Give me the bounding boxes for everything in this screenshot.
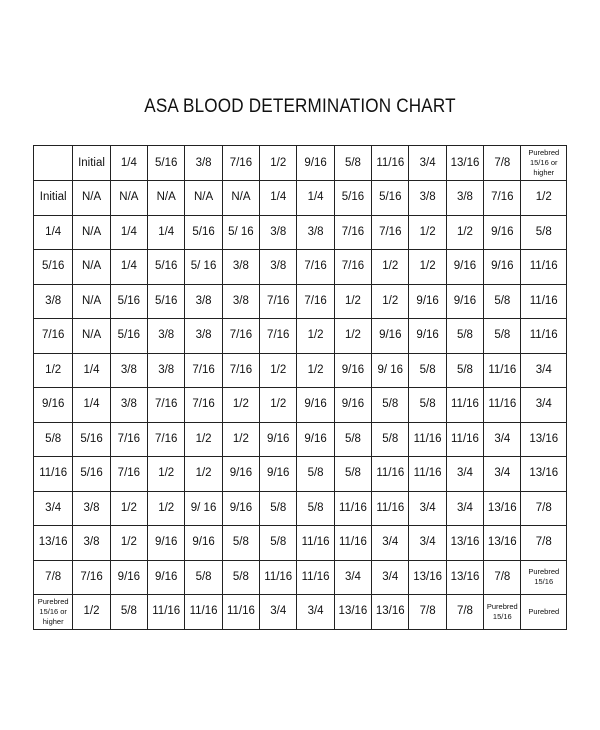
table-cell: 5/8 — [372, 388, 409, 423]
table-cell: 11/16 — [409, 457, 446, 492]
table-cell: 7/16 — [185, 388, 222, 423]
table-cell: Purebred 15/16 — [521, 560, 567, 595]
table-cell: 9/16 — [260, 422, 297, 457]
column-header-cell: 7/8 — [484, 146, 521, 181]
table-cell: 3/8 — [148, 353, 185, 388]
table-cell: 5/8 — [297, 491, 334, 526]
blood-determination-table — [33, 145, 567, 630]
column-header-cell: 1/2 — [260, 146, 297, 181]
table-row — [34, 319, 567, 354]
table-cell: 1/2 — [222, 422, 259, 457]
table-cell: 9/16 — [260, 457, 297, 492]
table-cell: N/A — [73, 250, 110, 285]
row-header-cell: Purebred 15/16 or higher — [34, 595, 73, 630]
table-cell: 5/8 — [222, 560, 259, 595]
table-cell: 7/8 — [521, 526, 567, 561]
table-cell: 13/16 — [372, 595, 409, 630]
table-cell: 3/8 — [110, 388, 147, 423]
column-header-cell: Initial — [73, 146, 110, 181]
table-cell: 9/ 16 — [185, 491, 222, 526]
table-cell: 1/4 — [260, 181, 297, 216]
table-cell: 3/4 — [484, 422, 521, 457]
table-cell: 13/16 — [521, 457, 567, 492]
table-cell: 13/16 — [446, 560, 483, 595]
table-cell: N/A — [73, 181, 110, 216]
table-cell: 11/16 — [222, 595, 259, 630]
table-cell: 5/16 — [73, 457, 110, 492]
table-row — [34, 250, 567, 285]
table-cell: 11/16 — [185, 595, 222, 630]
table-cell: 11/16 — [446, 422, 483, 457]
table-cell: 5/8 — [334, 422, 371, 457]
table-cell: 5/ 16 — [222, 215, 259, 250]
table-cell: 1/2 — [185, 457, 222, 492]
table-cell: 5/16 — [185, 215, 222, 250]
table-cell: 7/16 — [484, 181, 521, 216]
table-cell: 1/2 — [521, 181, 567, 216]
table-row — [34, 526, 567, 561]
table-cell: 7/16 — [372, 215, 409, 250]
table-cell: 1/4 — [110, 250, 147, 285]
table-cell: 3/8 — [446, 181, 483, 216]
table-cell: N/A — [185, 181, 222, 216]
table-cell: Purebred 15/16 — [484, 595, 521, 630]
table-cell: N/A — [73, 215, 110, 250]
table-cell: 7/16 — [297, 284, 334, 319]
table-cell: 11/16 — [409, 422, 446, 457]
table-cell: 1/4 — [110, 215, 147, 250]
table-cell: 5/8 — [446, 353, 483, 388]
table-cell: 5/8 — [446, 319, 483, 354]
table-cell: 3/4 — [334, 560, 371, 595]
table-row — [34, 595, 567, 630]
table-cell: 1/2 — [297, 353, 334, 388]
table-cell: 9/ 16 — [372, 353, 409, 388]
table-cell: 1/2 — [260, 388, 297, 423]
table-cell: N/A — [148, 181, 185, 216]
table-cell: 7/16 — [185, 353, 222, 388]
row-header-cell: 5/8 — [34, 422, 73, 457]
table-cell: 3/4 — [521, 388, 567, 423]
table-cell: 5/16 — [372, 181, 409, 216]
table-cell: 1/2 — [297, 319, 334, 354]
table-cell: 3/4 — [484, 457, 521, 492]
table-cell: 1/4 — [148, 215, 185, 250]
table-cell: 3/8 — [409, 181, 446, 216]
table-cell: 13/16 — [484, 491, 521, 526]
row-header-cell: 11/16 — [34, 457, 73, 492]
table-cell: 5/16 — [110, 284, 147, 319]
table-cell: 5/8 — [260, 491, 297, 526]
table-cell: 7/16 — [110, 422, 147, 457]
table-cell: 9/16 — [484, 250, 521, 285]
table-cell: 7/16 — [73, 560, 110, 595]
table-cell: 5/ 16 — [185, 250, 222, 285]
table-row — [34, 560, 567, 595]
table-cell: 1/2 — [372, 250, 409, 285]
table-row — [34, 215, 567, 250]
table-cell: 11/16 — [484, 353, 521, 388]
table-cell: 3/4 — [260, 595, 297, 630]
chart-title: ASA BLOOD DETERMINATION CHART — [144, 96, 456, 117]
table-cell: 7/16 — [334, 250, 371, 285]
table-cell: 3/4 — [521, 353, 567, 388]
table-cell: 3/8 — [73, 491, 110, 526]
table-cell: 11/16 — [521, 284, 567, 319]
table-cell: 9/16 — [484, 215, 521, 250]
row-header-cell: 1/4 — [34, 215, 73, 250]
row-header-cell: 1/2 — [34, 353, 73, 388]
table-cell: 7/16 — [260, 319, 297, 354]
table-cell: 11/16 — [334, 526, 371, 561]
column-header-cell: 3/4 — [409, 146, 446, 181]
table-cell: 3/8 — [185, 319, 222, 354]
table-cell: 11/16 — [372, 491, 409, 526]
table-cell: 1/4 — [297, 181, 334, 216]
table-cell: 1/2 — [260, 353, 297, 388]
table-row — [34, 491, 567, 526]
table-cell: 9/16 — [334, 353, 371, 388]
table-cell: 5/8 — [110, 595, 147, 630]
table-cell: 5/8 — [484, 319, 521, 354]
table-cell: 1/2 — [148, 491, 185, 526]
table-cell: 9/16 — [409, 284, 446, 319]
table-cell: 1/2 — [110, 491, 147, 526]
table-cell: 3/8 — [73, 526, 110, 561]
column-header-cell: 13/16 — [446, 146, 483, 181]
table-cell: 3/8 — [110, 353, 147, 388]
table-cell: N/A — [222, 181, 259, 216]
table-cell: 1/2 — [334, 284, 371, 319]
row-header-cell: 3/8 — [34, 284, 73, 319]
column-header-cell: Purebred 15/16 or higher — [521, 146, 567, 181]
table-cell: N/A — [73, 284, 110, 319]
table-cell: 7/16 — [222, 319, 259, 354]
table-cell: 11/16 — [297, 560, 334, 595]
table-row — [34, 388, 567, 423]
row-header-cell: 13/16 — [34, 526, 73, 561]
table-cell: 5/16 — [73, 422, 110, 457]
table-cell: 7/16 — [334, 215, 371, 250]
table-cell: Purebred — [521, 595, 567, 630]
table-cell: 7/16 — [222, 353, 259, 388]
table-cell: 11/16 — [372, 457, 409, 492]
column-header-cell: 1/4 — [110, 146, 147, 181]
table-cell: 5/8 — [521, 215, 567, 250]
column-header-cell: 3/8 — [185, 146, 222, 181]
table-cell: 7/16 — [297, 250, 334, 285]
table-cell: 11/16 — [521, 250, 567, 285]
table-cell: 5/8 — [484, 284, 521, 319]
table-cell: 9/16 — [334, 388, 371, 423]
corner-cell — [34, 146, 73, 181]
table-cell: 9/16 — [297, 388, 334, 423]
table-cell: 5/8 — [297, 457, 334, 492]
table-cell: 7/8 — [521, 491, 567, 526]
table-cell: 9/16 — [222, 457, 259, 492]
table-cell: 1/4 — [73, 388, 110, 423]
table-cell: 3/4 — [297, 595, 334, 630]
table-cell: 3/4 — [446, 457, 483, 492]
table-cell: 9/16 — [148, 526, 185, 561]
row-header-cell: 7/16 — [34, 319, 73, 354]
table-cell: 11/16 — [297, 526, 334, 561]
table-row — [34, 422, 567, 457]
row-header-cell: 5/16 — [34, 250, 73, 285]
table-row — [34, 353, 567, 388]
row-header-cell: 9/16 — [34, 388, 73, 423]
table-cell: 5/16 — [148, 284, 185, 319]
row-header-cell: 7/8 — [34, 560, 73, 595]
table-cell: 13/16 — [409, 560, 446, 595]
table-cell: 11/16 — [521, 319, 567, 354]
table-cell: 5/8 — [409, 353, 446, 388]
table-row — [34, 457, 567, 492]
table-cell: 9/16 — [297, 422, 334, 457]
table-cell: 5/8 — [334, 457, 371, 492]
table-cell: 3/8 — [222, 284, 259, 319]
table-cell: N/A — [73, 319, 110, 354]
table-cell: 9/16 — [372, 319, 409, 354]
table-cell: 5/16 — [110, 319, 147, 354]
table-cell: 9/16 — [409, 319, 446, 354]
table-cell: 1/2 — [372, 284, 409, 319]
table-cell: 3/4 — [446, 491, 483, 526]
table-cell: N/A — [110, 181, 147, 216]
table-cell: 13/16 — [484, 526, 521, 561]
table-cell: 9/16 — [222, 491, 259, 526]
table-cell: 13/16 — [446, 526, 483, 561]
table-cell: 11/16 — [484, 388, 521, 423]
column-header-cell: 7/16 — [222, 146, 259, 181]
table-body — [34, 146, 567, 630]
table-cell: 3/8 — [260, 215, 297, 250]
table-cell: 1/2 — [334, 319, 371, 354]
table-cell: 5/8 — [409, 388, 446, 423]
table-cell: 9/16 — [148, 560, 185, 595]
table-cell: 5/8 — [222, 526, 259, 561]
table-cell: 5/8 — [260, 526, 297, 561]
table-cell: 9/16 — [110, 560, 147, 595]
table-cell: 13/16 — [521, 422, 567, 457]
table-cell: 7/16 — [148, 422, 185, 457]
table-cell: 9/16 — [446, 284, 483, 319]
table-cell: 3/4 — [409, 526, 446, 561]
table-cell: 1/2 — [446, 215, 483, 250]
row-header-cell: 3/4 — [34, 491, 73, 526]
table-cell: 7/8 — [409, 595, 446, 630]
table-cell: 9/16 — [446, 250, 483, 285]
table-cell: 5/8 — [185, 560, 222, 595]
column-header-cell: 9/16 — [297, 146, 334, 181]
column-header-cell: 5/8 — [334, 146, 371, 181]
table-cell: 5/16 — [148, 250, 185, 285]
table-cell: 3/8 — [260, 250, 297, 285]
table-cell: 1/2 — [409, 215, 446, 250]
table-cell: 3/8 — [148, 319, 185, 354]
table-cell: 11/16 — [334, 491, 371, 526]
table-row — [34, 181, 567, 216]
table-cell: 1/2 — [110, 526, 147, 561]
table-cell: 1/2 — [185, 422, 222, 457]
table-cell: 11/16 — [446, 388, 483, 423]
table-cell: 7/8 — [484, 560, 521, 595]
table-cell: 13/16 — [334, 595, 371, 630]
table-cell: 7/8 — [446, 595, 483, 630]
table-cell: 3/8 — [297, 215, 334, 250]
table-cell: 3/4 — [409, 491, 446, 526]
table-cell: 3/8 — [185, 284, 222, 319]
table-cell: 3/4 — [372, 526, 409, 561]
table-cell: 5/8 — [372, 422, 409, 457]
table-cell: 7/16 — [260, 284, 297, 319]
table-cell: 1/4 — [73, 353, 110, 388]
table-cell: 9/16 — [185, 526, 222, 561]
column-header-cell: 11/16 — [372, 146, 409, 181]
table-cell: 1/2 — [73, 595, 110, 630]
table-cell: 11/16 — [260, 560, 297, 595]
header-row — [34, 146, 567, 181]
table-cell: 5/16 — [334, 181, 371, 216]
table-cell: 11/16 — [148, 595, 185, 630]
table-cell: 1/2 — [222, 388, 259, 423]
table-cell: 1/2 — [148, 457, 185, 492]
table-row — [34, 284, 567, 319]
column-header-cell: 5/16 — [148, 146, 185, 181]
table-cell: 7/16 — [148, 388, 185, 423]
table-cell: 3/8 — [222, 250, 259, 285]
table-cell: 1/2 — [409, 250, 446, 285]
row-header-cell: Initial — [34, 181, 73, 216]
table-cell: 7/16 — [110, 457, 147, 492]
table-cell: 3/4 — [372, 560, 409, 595]
